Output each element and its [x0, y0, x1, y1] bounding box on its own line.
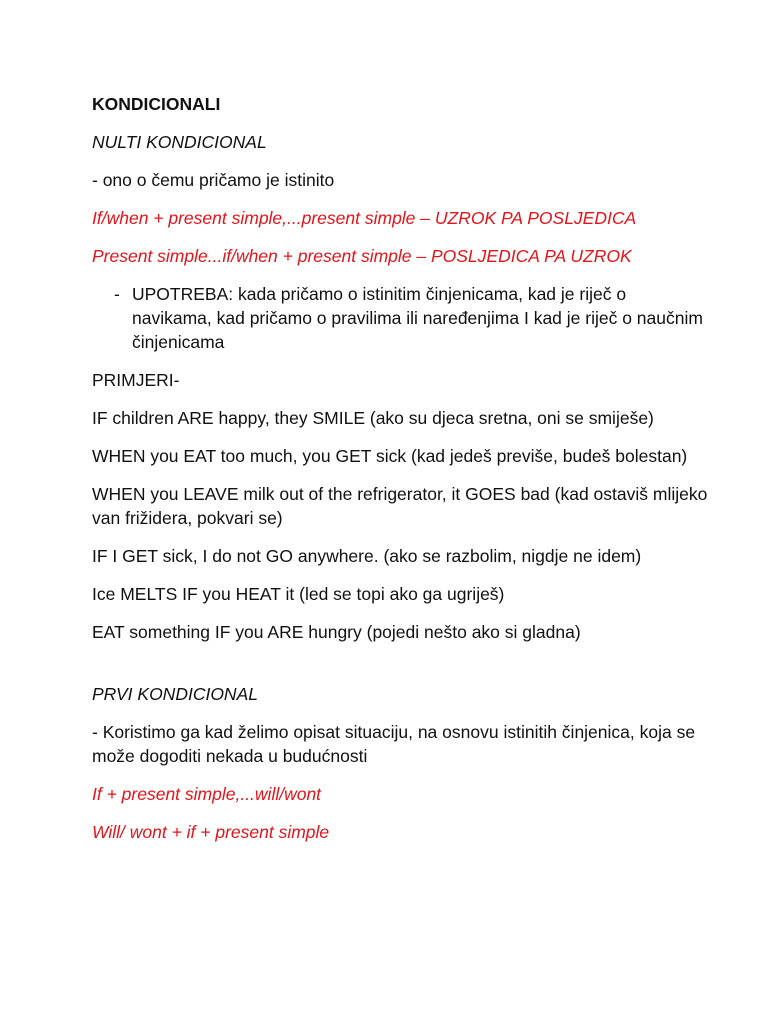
- doc-title: KONDICIONALI: [92, 94, 221, 114]
- section-gap: [92, 658, 708, 682]
- prvi-intro: - Koristimo ga kad želimo opisat situaciju, na osnovu istinitih činjenica, koja se može dogoditi nekada u budućnosti: [92, 722, 696, 766]
- nulti-usage-text: UPOTREBA: kada pričamo o istinitim činjenicama, kad je riječ o navikama, kad pričamo o pravilima ili naređenjima I kad je riječ o naučnim činjenicama: [132, 284, 703, 352]
- list-dash: -: [114, 284, 120, 304]
- example-3: WHEN you LEAVE milk out of the refrigerator, it GOES bad (kad ostaviš mlijeko van frižidera, pokvari se): [92, 484, 708, 528]
- nulti-rule-2: Present simple...if/when + present simple – POSLJEDICA PA UZROK: [92, 246, 632, 266]
- nulti-heading: NULTI KONDICIONAL: [92, 132, 267, 152]
- example-4: IF I GET sick, I do not GO anywhere. (ako se razbolim, nigdje ne idem): [92, 546, 642, 566]
- nulti-intro: - ono o čemu pričamo je istinito: [92, 170, 335, 190]
- prvi-heading: PRVI KONDICIONAL: [92, 684, 258, 704]
- example-6: EAT something IF you ARE hungry (pojedi nešto ako si gladna): [92, 622, 581, 642]
- prvi-rule-2: Will/ wont + if + present simple: [92, 822, 330, 842]
- example-5: Ice MELTS IF you HEAT it (led se topi ako ga ugriješ): [92, 584, 505, 604]
- example-1: IF children ARE happy, they SMILE (ako su djeca sretna, oni se smiješe): [92, 408, 654, 428]
- examples-heading: PRIMJERI-: [92, 370, 180, 390]
- nulti-usage-item: [92, 282, 708, 354]
- example-2: WHEN you EAT too much, you GET sick (kad jedeš previše, budeš bolestan): [92, 446, 688, 466]
- prvi-rule-1: If + present simple,...will/wont: [92, 784, 322, 804]
- nulti-rule-1: If/when + present simple,...present simple – UZROK PA POSLJEDICA: [92, 208, 637, 228]
